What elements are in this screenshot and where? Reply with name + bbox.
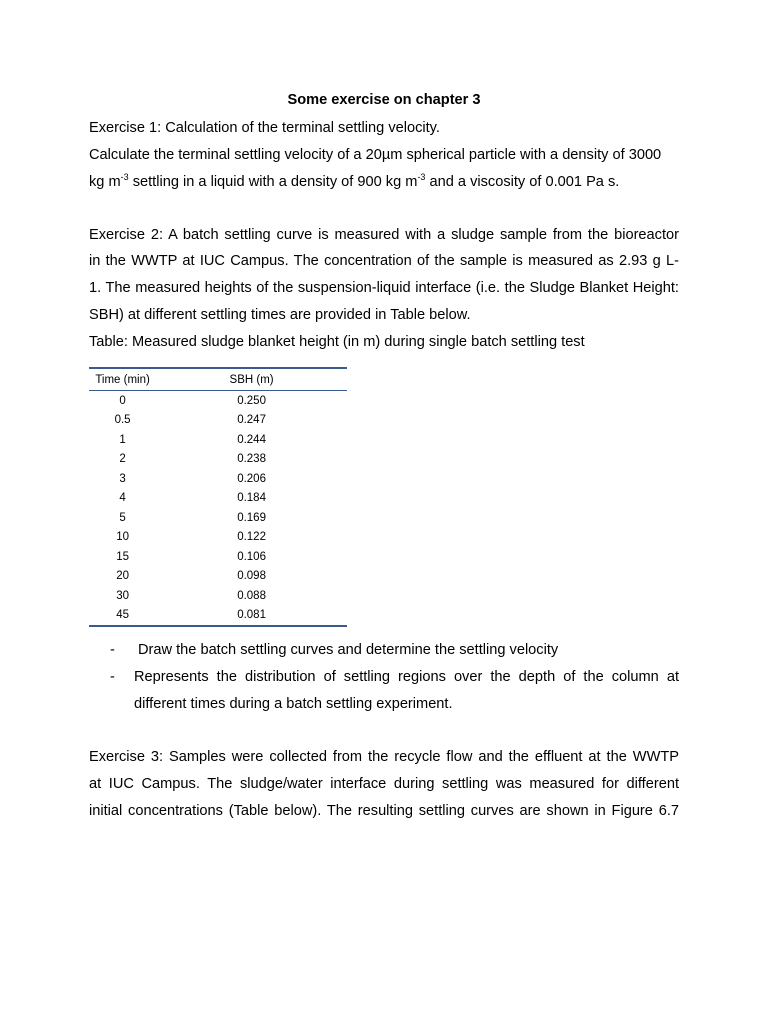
bullet-marker: - (110, 669, 115, 685)
exercise-2-text-line-2: in the WWTP at IUC Campus. The concentration of the sample is measured as 2.93 g L- (89, 253, 679, 269)
table-row (89, 586, 347, 606)
exercise-2-text-line-1: Exercise 2: A batch settling curve is measured with a sludge sample from the bioreactor (89, 227, 679, 243)
bullet-2-text-line-2: different times during a batch settling experiment. (134, 696, 453, 712)
table-cell-sbh: 0.098 (237, 570, 266, 583)
table-row (89, 567, 347, 587)
table-header-time: Time (min) (95, 373, 150, 386)
table-cell-time: 1 (119, 433, 126, 446)
exercise-1-heading: Exercise 1: Calculation of the terminal settling velocity. (89, 120, 440, 136)
table-row (89, 489, 347, 509)
superscript: -3 (120, 172, 129, 183)
exercise-1-text-line-1: Calculate the terminal settling velocity of a 20µm spherical particle with a density of 3000 (89, 147, 662, 163)
table-cell-sbh: 0.122 (237, 531, 266, 544)
table-cell-sbh: 0.106 (237, 550, 266, 563)
table-row (89, 411, 347, 431)
page-title: Some exercise on chapter 3 (287, 92, 481, 108)
exercise-2-text-line-3: 1. The measured heights of the suspension-liquid interface (i.e. the Sludge Blanket Height: (89, 280, 679, 296)
table-cell-time: 5 (119, 511, 126, 524)
exercise-3-text-line-1: Exercise 3: Samples were collected from the recycle flow and the effluent at the WWTP (89, 749, 679, 765)
table-cell-time: 0.5 (114, 414, 131, 427)
table-cell-time: 0 (119, 394, 126, 407)
table-row (89, 547, 347, 567)
table-row (89, 508, 347, 528)
table-cell-sbh: 0.081 (237, 609, 266, 622)
table-cell-sbh: 0.088 (237, 589, 266, 602)
table-cell-time: 2 (119, 453, 126, 466)
table-cell-sbh: 0.184 (237, 492, 266, 505)
table-cell-time: 30 (116, 589, 129, 602)
table-row (89, 606, 347, 626)
table-header-row (89, 369, 347, 391)
bullet-1-text: Draw the batch settling curves and determine the settling velocity (138, 642, 559, 658)
table-cell-sbh: 0.250 (237, 394, 266, 407)
table-row (89, 391, 347, 411)
table-header-sbh: SBH (m) (229, 373, 274, 386)
exercise-1-text-line-2 (89, 173, 679, 191)
text-fragment: settling in a liquid with a density of 900 kg m (128, 174, 418, 190)
table-cell-sbh: 0.238 (237, 453, 266, 466)
exercise-3-text-line-3: initial concentrations (Table below). The resulting settling curves are shown in Figure 6.7 (89, 803, 679, 819)
table-row (89, 469, 347, 489)
table-cell-time: 20 (116, 570, 129, 583)
table-caption: Table: Measured sludge blanket height (in m) during single batch settling test (89, 334, 585, 350)
table-cell-sbh: 0.244 (237, 433, 266, 446)
text-fragment: and a viscosity of 0.001 Pa s. (425, 174, 620, 190)
bullet-2-text-line-1: Represents the distribution of settling regions over the depth of the column at (134, 669, 679, 685)
sbh-table (89, 367, 347, 627)
table-row (89, 528, 347, 548)
table-cell-sbh: 0.247 (237, 414, 266, 427)
table-cell-time: 3 (119, 472, 126, 485)
table-row (89, 450, 347, 470)
table-cell-time: 15 (116, 550, 129, 563)
superscript: -3 (417, 172, 426, 183)
table-body (89, 391, 347, 625)
table-cell-time: 4 (119, 492, 126, 505)
table-row (89, 430, 347, 450)
table-cell-time: 45 (116, 609, 129, 622)
exercise-2-text-line-4: SBH) at different settling times are provided in Table below. (89, 307, 471, 323)
table-cell-sbh: 0.169 (237, 511, 266, 524)
bullet-marker: - (110, 642, 115, 658)
text-fragment: kg m (89, 174, 121, 190)
table-cell-time: 10 (116, 531, 129, 544)
table-cell-sbh: 0.206 (237, 472, 266, 485)
exercise-3-text-line-2: at IUC Campus. The sludge/water interface during settling was measured for different (89, 776, 679, 792)
